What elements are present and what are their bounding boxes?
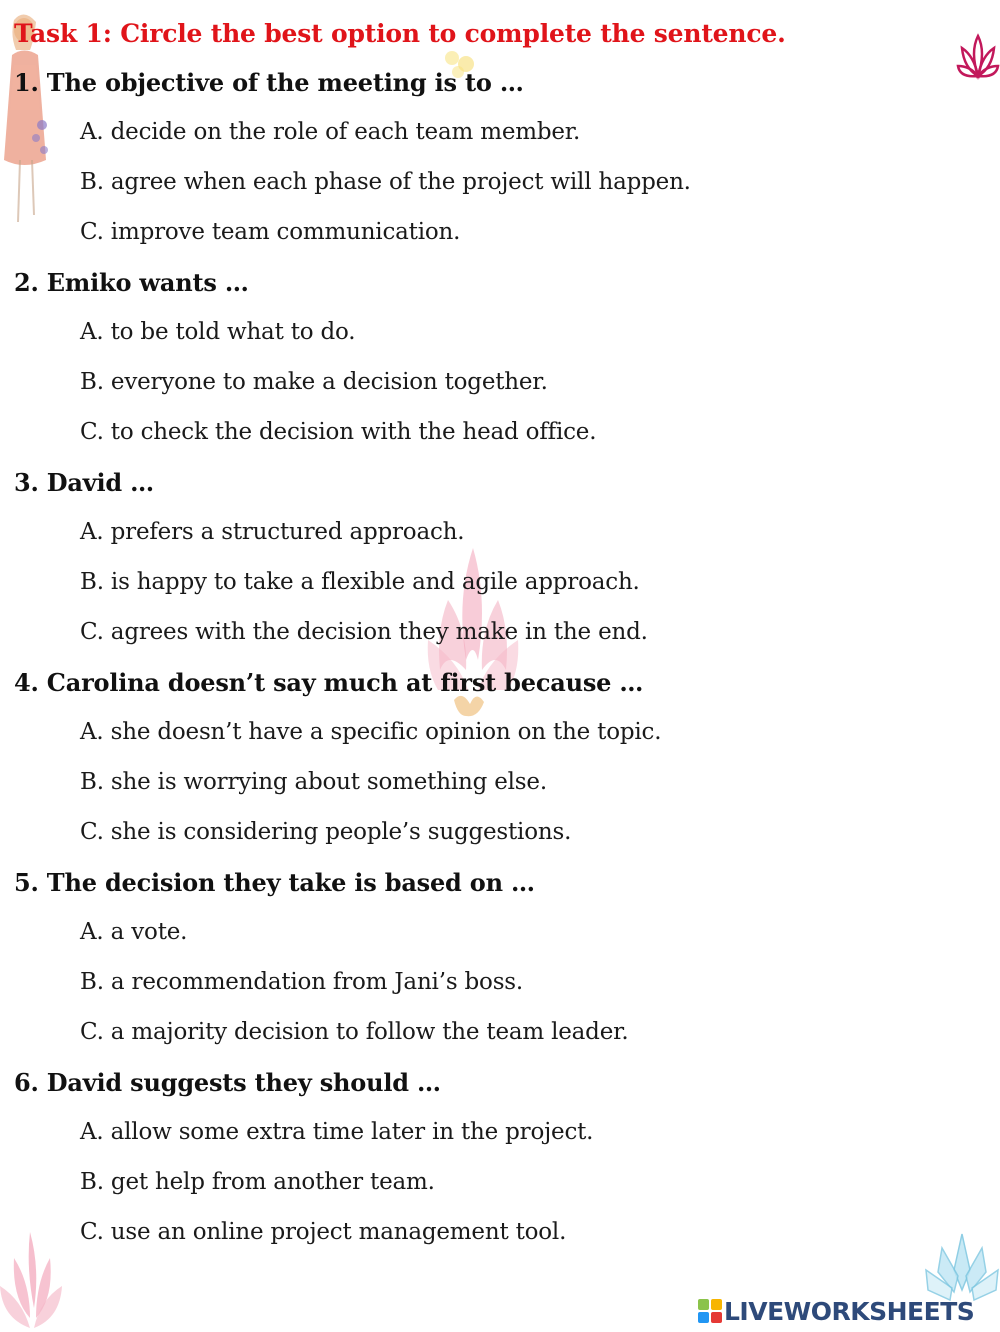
liveworksheets-logo-icon <box>698 1299 722 1323</box>
pink-lotus-icon <box>0 1228 64 1332</box>
question-2-prompt: 2. Emiko wants … <box>14 268 249 297</box>
question-4-prompt: 4. Carolina doesn’t say much at first because … <box>14 668 644 697</box>
question-1-option-c[interactable]: C. improve team communication. <box>80 219 461 245</box>
task-title: Task 1: Circle the best option to complete the sentence. <box>14 19 786 48</box>
question-6-option-c[interactable]: C. use an online project management tool. <box>80 1219 567 1245</box>
question-2-option-c[interactable]: C. to check the decision with the head office. <box>80 419 597 445</box>
question-4-option-a[interactable]: A. she doesn’t have a specific opinion on the topic. <box>80 719 662 745</box>
question-5-option-c[interactable]: C. a majority decision to follow the team leader. <box>80 1019 629 1045</box>
question-1-prompt: 1. The objective of the meeting is to … <box>14 68 524 97</box>
question-3-prompt: 3. David … <box>14 468 154 497</box>
question-1-option-b[interactable]: B. agree when each phase of the project will happen. <box>80 169 691 195</box>
brand-name: LIVEWORKSHEETS <box>724 1296 975 1326</box>
question-5-option-b[interactable]: B. a recommendation from Jani’s boss. <box>80 969 524 995</box>
question-5-option-a[interactable]: A. a vote. <box>80 919 188 945</box>
lotus-outline-icon <box>956 32 1000 88</box>
question-1-option-a[interactable]: A. decide on the role of each team member. <box>80 119 581 145</box>
question-2-option-a[interactable]: A. to be told what to do. <box>80 319 356 345</box>
question-5-prompt: 5. The decision they take is based on … <box>14 868 535 897</box>
liveworksheets-brand[interactable] <box>698 1294 974 1328</box>
question-2-option-b[interactable]: B. everyone to make a decision together. <box>80 369 548 395</box>
question-3-option-a[interactable]: A. prefers a structured approach. <box>80 519 465 545</box>
blue-crystal-lotus-icon <box>924 1230 1000 1304</box>
question-6-option-b[interactable]: B. get help from another team. <box>80 1169 435 1195</box>
question-6-prompt: 6. David suggests they should … <box>14 1068 441 1097</box>
question-6-option-a[interactable]: A. allow some extra time later in the project. <box>80 1119 594 1145</box>
question-4-option-c[interactable]: C. she is considering people’s suggestions. <box>80 819 572 845</box>
question-3-option-c[interactable]: C. agrees with the decision they make in the end. <box>80 619 648 645</box>
question-4-option-b[interactable]: B. she is worrying about something else. <box>80 769 547 795</box>
question-3-option-b[interactable]: B. is happy to take a flexible and agile approach. <box>80 569 640 595</box>
